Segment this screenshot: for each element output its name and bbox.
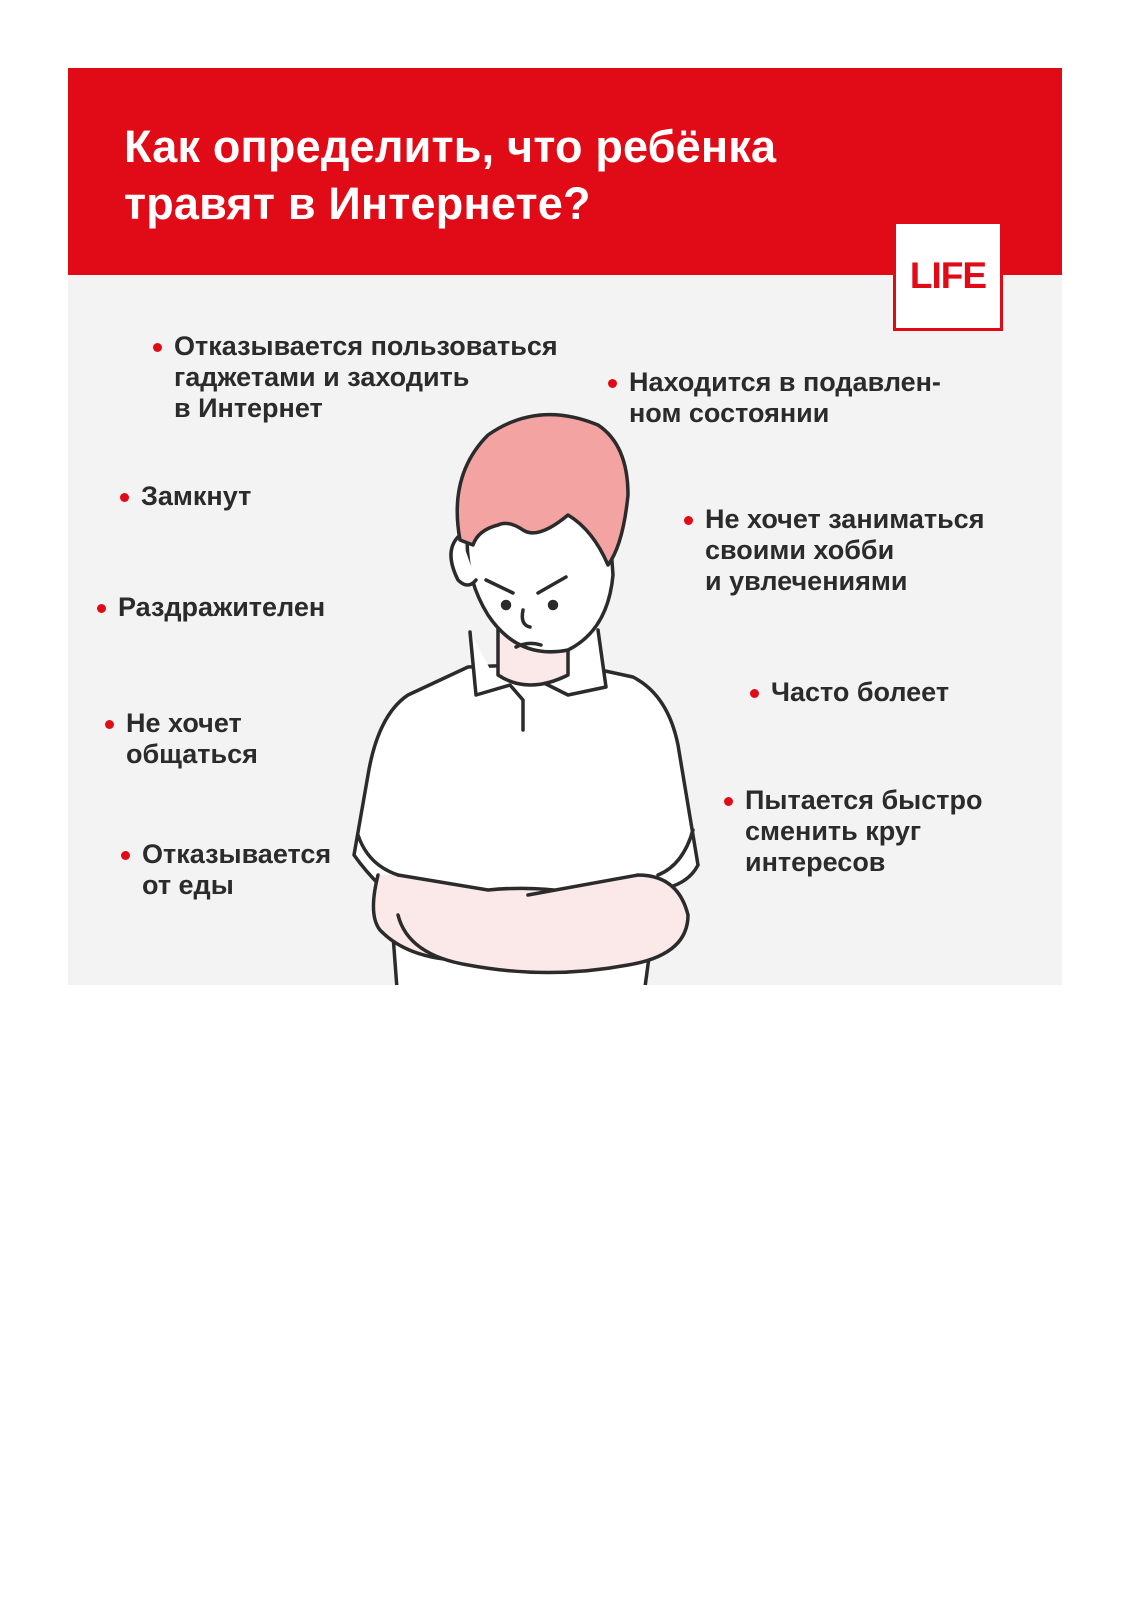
sign-item — [118, 592, 325, 623]
sign-item — [126, 708, 258, 770]
page-title — [124, 118, 776, 232]
bullet-dot — [750, 689, 759, 698]
title-line-1: Как определить, что ребёнка — [124, 121, 777, 172]
sign-item — [705, 504, 984, 597]
sign-item — [745, 785, 982, 878]
bullet-dot — [120, 493, 129, 502]
sign-item — [174, 331, 558, 424]
infographic-card — [68, 68, 1062, 985]
sign-text: Часто болеет — [771, 677, 950, 707]
sign-text: Раздражителен — [118, 592, 326, 622]
bullet-dot — [684, 516, 693, 525]
left-eye — [503, 602, 510, 609]
sign-text: Замкнут — [141, 481, 252, 511]
bullet-dot — [724, 797, 733, 806]
sign-item — [629, 367, 941, 429]
bullet-dot — [97, 604, 106, 613]
sign-text: Не хочет заниматься своими хобби и увлечениями — [705, 504, 985, 596]
sign-text: Не хочет общаться — [126, 708, 258, 769]
sign-text: Находится в подавлен- ном состоянии — [629, 367, 941, 428]
sign-item — [771, 677, 949, 708]
life-logo: LIFE — [893, 221, 1003, 331]
sign-text: Пытается быстро сменить круг интересов — [745, 785, 983, 877]
title-line-2: травят в Интернете? — [124, 178, 591, 229]
sign-item — [141, 481, 251, 512]
bullet-dot — [121, 851, 130, 860]
right-eye — [550, 602, 557, 609]
bullet-dot — [608, 379, 617, 388]
sign-text: Отказывается пользоваться гаджетами и заходить в Интернет — [174, 331, 558, 423]
sign-item — [142, 839, 331, 901]
sign-text: Отказывается от еды — [142, 839, 332, 900]
bullet-dot — [105, 720, 114, 729]
bullet-dot — [153, 343, 162, 352]
